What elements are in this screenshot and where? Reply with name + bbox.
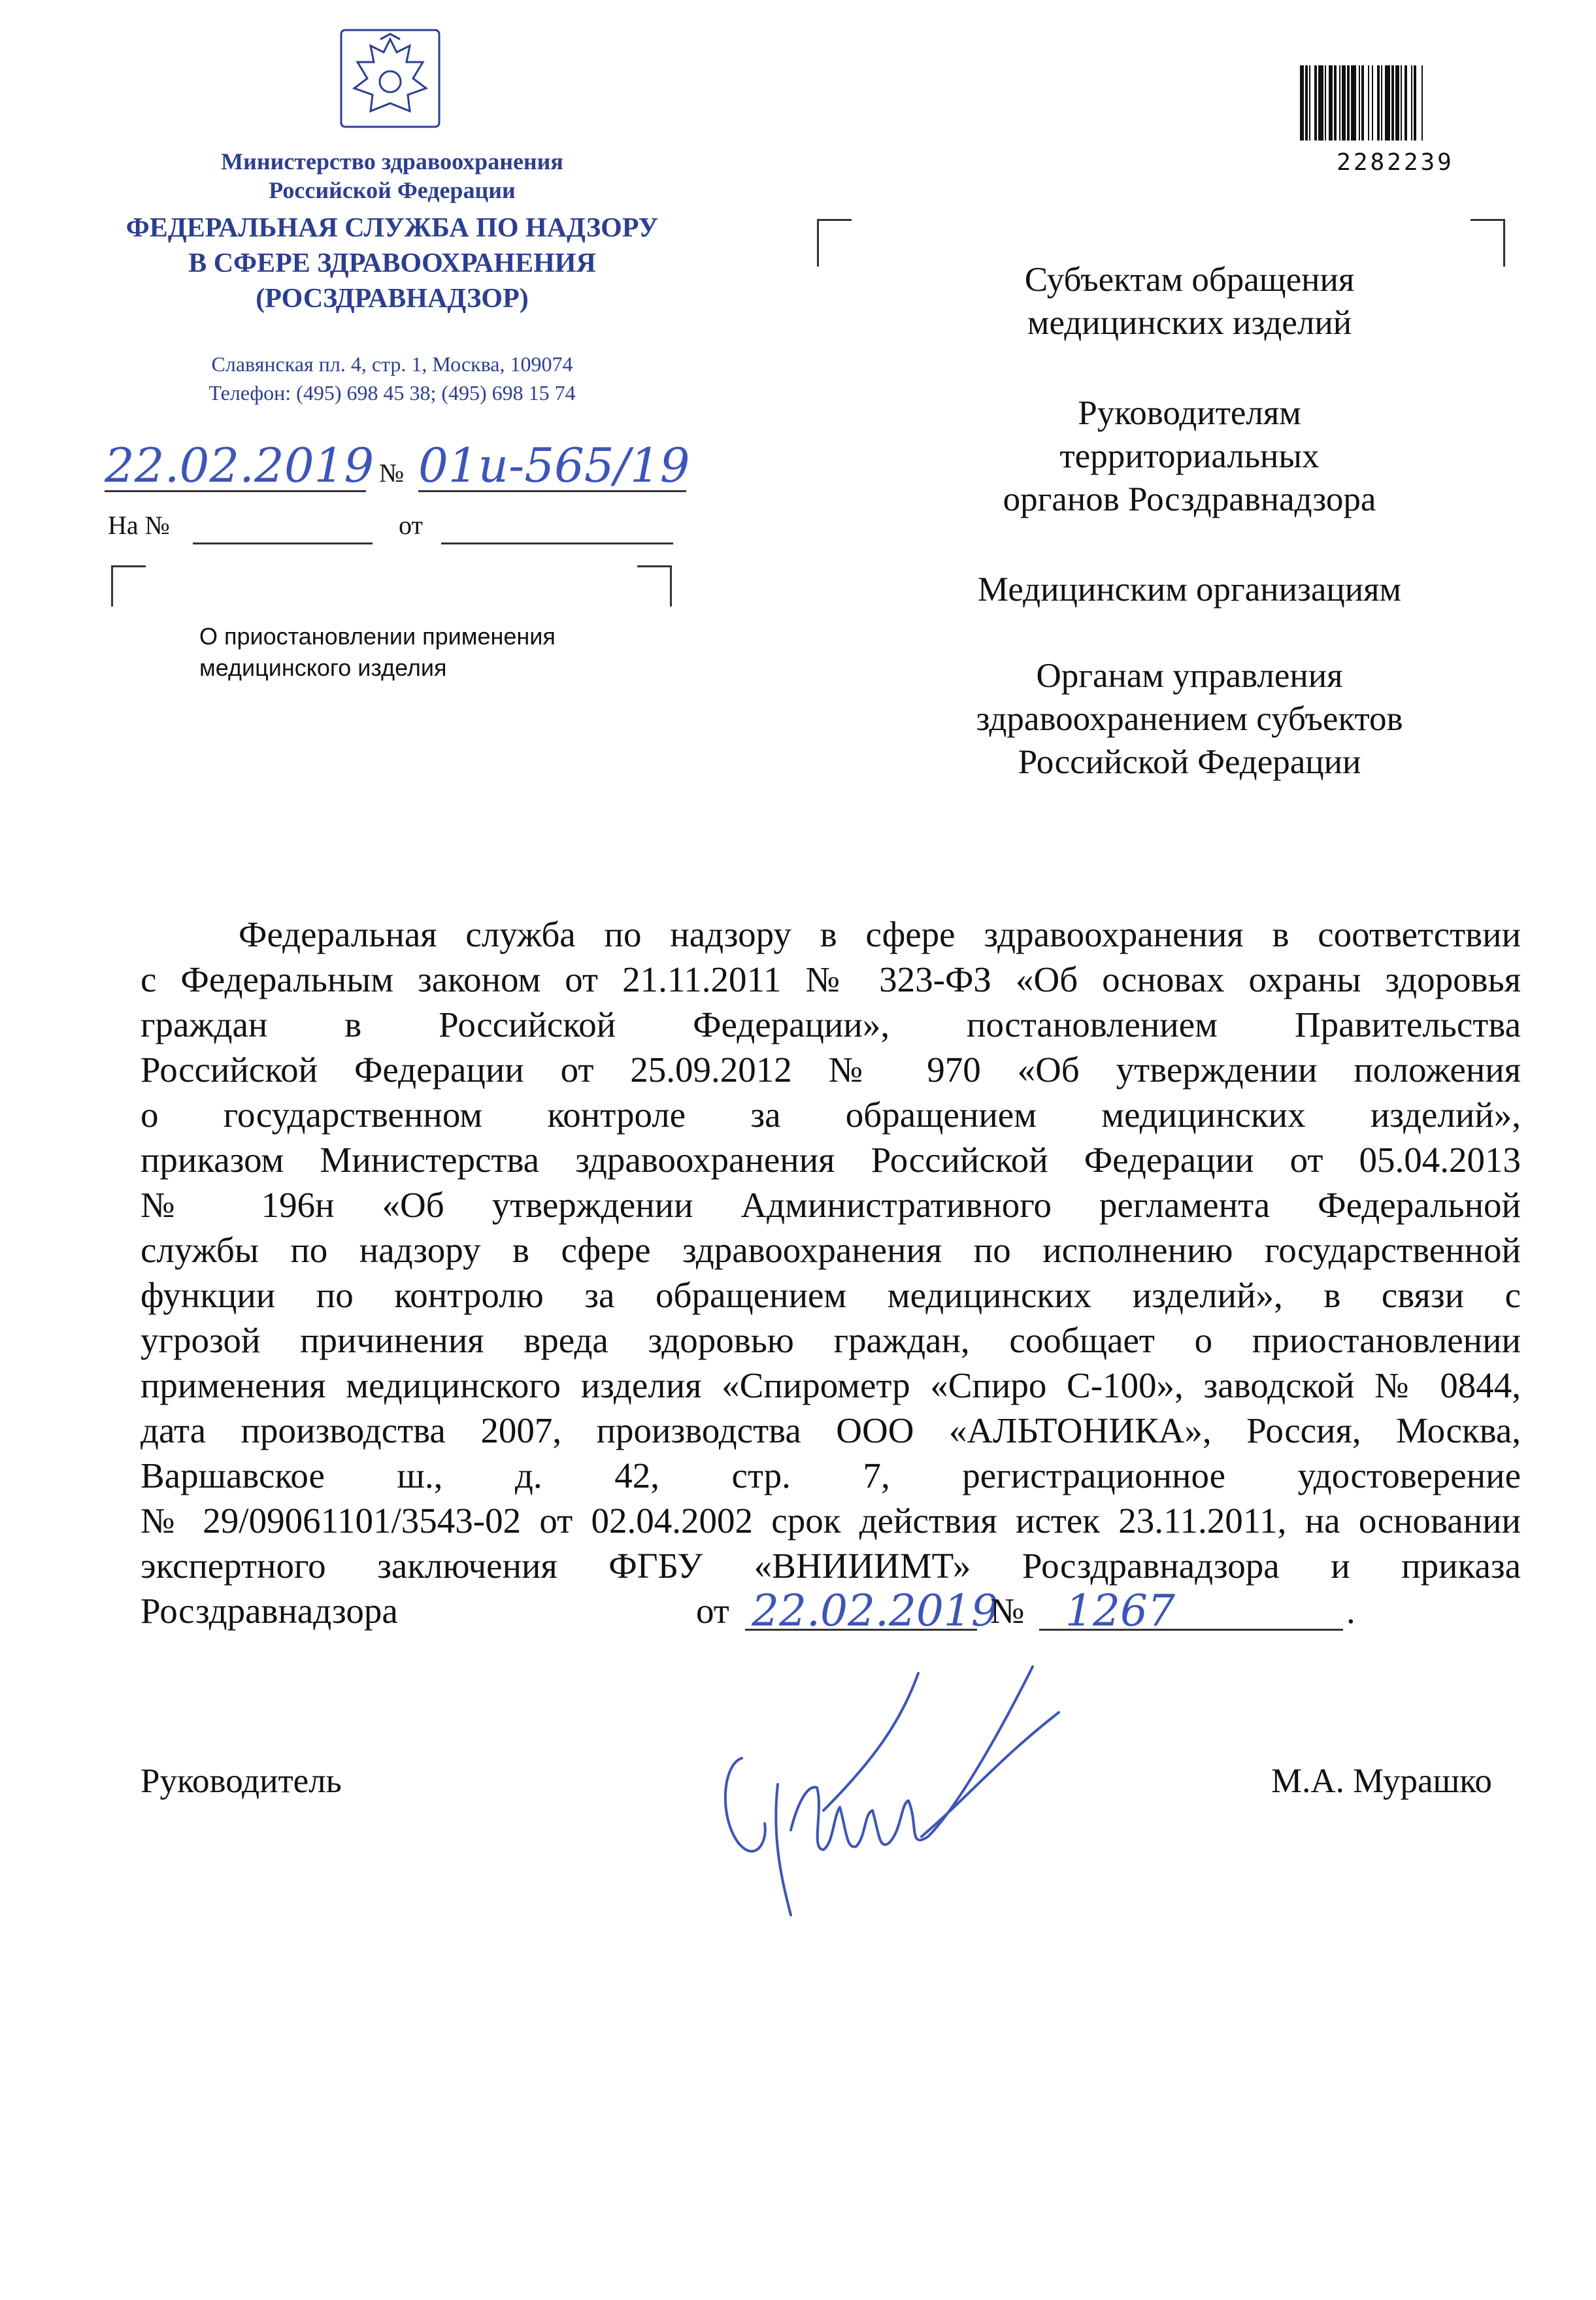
registration-date: 22.02.2019 — [105, 438, 374, 493]
reply-number-field — [193, 510, 373, 544]
ministry-name: Министерство здравоохранения Российской Федерации — [221, 148, 563, 203]
body-line: № 196н «Об утверждении Административного регламента Федеральной — [141, 1185, 1521, 1225]
barcode-bar — [1405, 65, 1407, 141]
order-date-field — [745, 1586, 999, 1636]
order-number-field — [1039, 1586, 1343, 1636]
registration-number-field — [418, 438, 690, 493]
addressee-block: Руководителям территориальных органов Росздравнадзора — [1003, 394, 1376, 518]
coat-of-arms-icon — [335, 26, 446, 131]
body-line: дата производства 2007, производства ООО «АЛЬТОНИКА», Россия, Москва, — [141, 1410, 1521, 1450]
handwritten-signature — [693, 1654, 1072, 1928]
barcode-bar — [1300, 65, 1304, 141]
barcode-bar — [1305, 65, 1308, 141]
barcode-bar — [1411, 65, 1412, 141]
barcode-bar — [1351, 65, 1356, 141]
barcode-bar — [1391, 65, 1394, 141]
registration-date-field — [105, 438, 374, 493]
body-line: с Федеральным законом от 21.11.2011 № 323-ФЗ «Об основах охраны здоровья — [141, 959, 1521, 999]
barcode-bar — [1377, 65, 1380, 141]
body-line: граждан в Российской Федерации», постановлением Правительства — [141, 1005, 1521, 1044]
body-line: о государственном контроле за обращением медицинских изделий», — [141, 1095, 1521, 1135]
signatory-position: Руководитель — [141, 1762, 342, 1800]
barcode-bar — [1395, 65, 1399, 141]
order-date: 22.02.2019 — [752, 1586, 999, 1636]
barcode-bar — [1414, 65, 1416, 141]
barcode-bar — [1421, 65, 1423, 141]
body-line: угрозой причинения вреда здоровью граждан, сообщает о приостановлении — [141, 1320, 1521, 1360]
addressee-block: Органам управления здравоохранением субъектов Российской Федерации — [976, 657, 1403, 781]
barcode-bar — [1385, 65, 1390, 141]
barcode-bar — [1368, 65, 1369, 141]
barcode-number: 2282239 — [1337, 149, 1454, 176]
body-line: службы по надзору в сфере здравоохранения по исполнению государственной — [141, 1230, 1521, 1270]
registration-number-sign: № — [379, 458, 405, 488]
barcode-bar — [1314, 65, 1317, 141]
barcode-bar — [1325, 65, 1326, 141]
barcode-bar — [1342, 65, 1346, 141]
service-name: ФЕДЕРАЛЬНАЯ СЛУЖБА ПО НАДЗОРУ В СФЕРЕ ЗДРАВООХРАНЕНИЯ (РОСЗДРАВНАДЗОР) — [125, 213, 659, 314]
barcode-bar — [1361, 65, 1364, 141]
subject-corner-left — [111, 565, 146, 607]
addressee-block: Медицинским организациям — [977, 571, 1402, 608]
body-line: Варшавское ш., д. 42, стр. 7, регистрационное удостоверение — [141, 1456, 1521, 1495]
reply-from: от — [399, 510, 423, 540]
barcode-bar — [1372, 65, 1373, 141]
barcode-bar — [1318, 65, 1323, 141]
subject-corner-right — [637, 565, 672, 607]
addressee-corner-left — [817, 219, 852, 267]
body-line: № 29/09061101/3543-02 от 02.04.2002 срок действия истек 23.11.2011, на основании — [141, 1501, 1521, 1541]
barcode-bar — [1359, 65, 1360, 141]
reply-date-field — [441, 510, 673, 544]
barcode-bar — [1401, 65, 1402, 141]
order-number: 1267 — [1065, 1586, 1175, 1636]
body-line: экспертного заключения ФГБУ «ВНИИИМТ» Росздравнадзора и приказа — [141, 1546, 1521, 1586]
barcode-bar — [1309, 65, 1310, 141]
addressees — [902, 258, 1477, 784]
body-last-line: Росздравнадзора от 22.02.2019 № 1267 . — [141, 1586, 1355, 1636]
body-line: приказом Министерства здравоохранения Российской Федерации от 05.04.2013 — [141, 1140, 1521, 1180]
barcode-bar — [1347, 65, 1350, 141]
body-line: функции по контролю за обращением медицинских изделий», в связи с — [141, 1275, 1521, 1315]
signatory-name: М.А. Мурашко — [1271, 1762, 1492, 1800]
service-address: Славянская пл. 4, стр. 1, Москва, 109074 Телефон: (495) 698 45 38; (495) 698 15 74 — [208, 352, 576, 405]
body-line: Российской Федерации от 25.09.2012 № 970 «Об утверждении положения — [141, 1050, 1521, 1090]
barcode-bar — [1334, 65, 1337, 141]
reply-prefix: На № — [108, 510, 170, 540]
subject: О приостановлении применения медицинского изделия — [199, 623, 556, 681]
barcode-bar — [1329, 65, 1333, 141]
addressee-block: Субъектам обращения медицинских изделий — [1024, 261, 1355, 342]
registration-number: 01и-565/19 — [418, 438, 690, 493]
barcode-bar — [1339, 65, 1340, 141]
barcode-bar — [1381, 65, 1382, 141]
body-line: применения медицинского изделия «Спирометр «Спиро С-100», заводской № 0844, — [141, 1365, 1521, 1405]
body-line: Федеральная служба по надзору в сфере здравоохранения в соответствии — [239, 914, 1521, 954]
barcode-icon — [1297, 65, 1493, 141]
body-text — [141, 912, 1521, 1636]
